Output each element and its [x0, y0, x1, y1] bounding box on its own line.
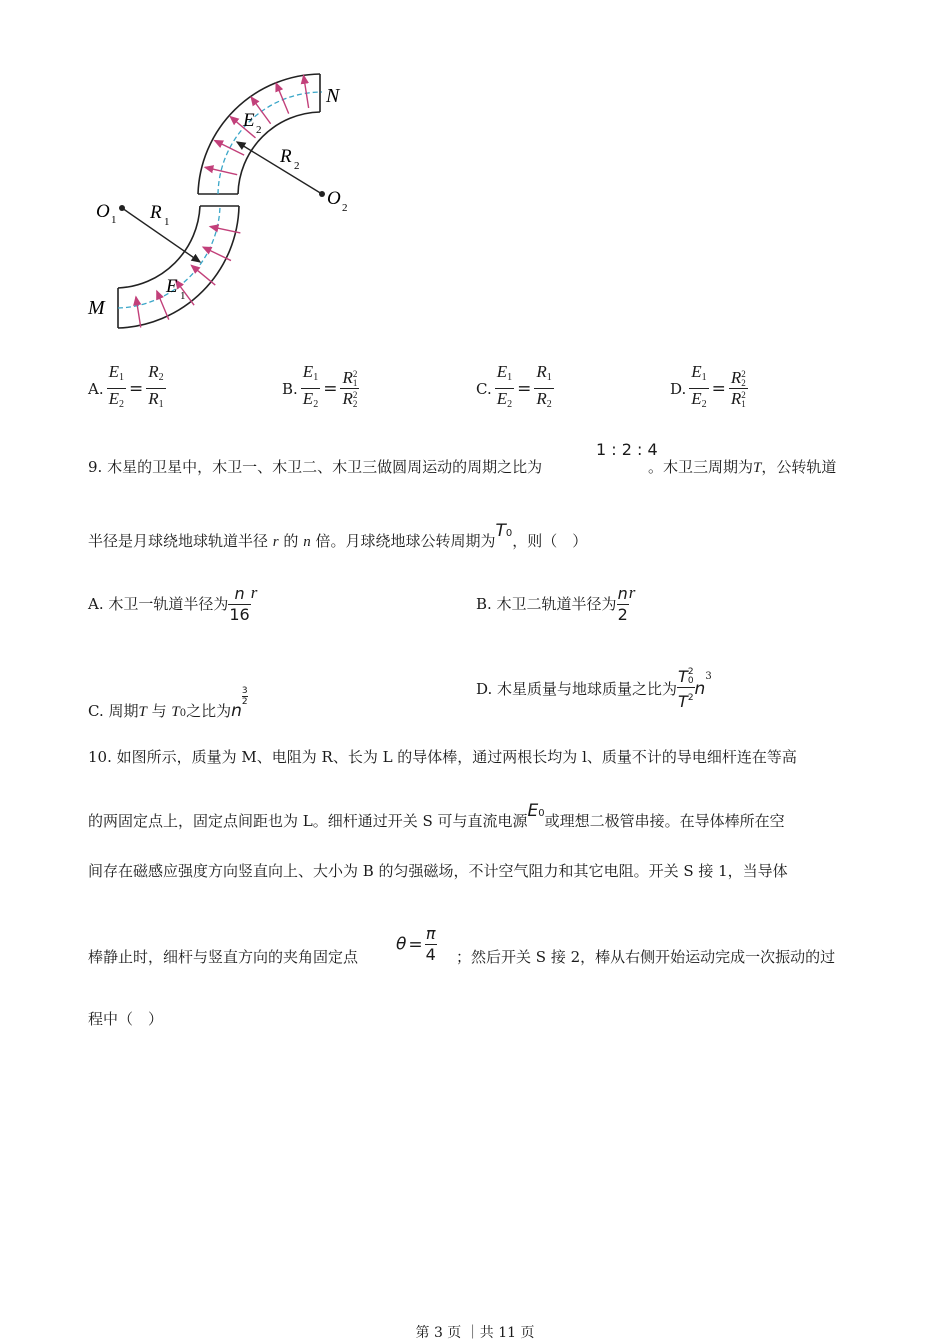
q10-line2 — [88, 801, 785, 835]
q9-option-b — [476, 582, 635, 625]
page-number: 第 3 页 ｜共 11 页 — [415, 1325, 535, 1341]
label-r2: R — [280, 146, 292, 167]
q9-opt-b-r: r — [628, 583, 636, 602]
q10-text-1: 10. 如图所示，质量为 M、电阻为 R、长为 L 的导体棒，通过两根长均为 l、质量不计的导电细杆连在等高 — [88, 748, 797, 766]
label-e1: E — [166, 276, 178, 297]
q9-opt-d-n-sup: 3 — [705, 671, 712, 682]
q9-opt-d-n: n — [694, 679, 706, 699]
q9-opt-d-text: D. 木星质量与地球质量之比为 — [476, 680, 678, 698]
q9-r: r — [272, 534, 279, 550]
field-arrow — [276, 83, 289, 113]
q10-line4 — [88, 946, 358, 968]
label-o2-sub: 2 — [342, 202, 348, 214]
q10-text-2b: 或理想二极管串接。在导体棒所在空 — [544, 812, 785, 830]
q10-E0: E0 — [527, 801, 545, 821]
q8-option-d: D. $\frac{E_1}{E_2}$ = R 2 2 R 2 1 — [670, 362, 746, 410]
label-e1-sub: 1 — [180, 290, 186, 302]
label-o2: O — [327, 188, 341, 209]
q9-T0: T0 — [495, 521, 513, 541]
q9-option-c — [88, 686, 248, 725]
q10-line3 — [88, 860, 788, 882]
label-r1-sub: 1 — [164, 216, 170, 228]
q9-text-a: 9. 木星的卫星中，木卫一、木卫二、木卫三做圆周运动的周期之比为 — [88, 458, 543, 476]
q9-text-b: 。木卫三周期为 — [648, 458, 754, 476]
label-e2: E — [243, 110, 255, 131]
q9-opt-a-r: r — [250, 583, 258, 602]
q9-opt-c-b: 与 — [151, 702, 167, 720]
q9-ratio-value: 1 : 2 : 4 — [596, 440, 658, 459]
q10-theta-formula — [396, 924, 437, 965]
q8-option-a: A. $\frac{E_1}{E_2}$ = $\frac{R_2}{R_1}$ — [88, 362, 164, 410]
q9-text-e: 的 — [283, 532, 299, 550]
field-arrow — [136, 297, 141, 328]
q9-text-g: ，则（ ） — [512, 532, 588, 550]
q10-line5 — [88, 1008, 163, 1030]
q9-opt-c-T0-sub: 0 — [179, 708, 187, 719]
q9-n: n — [303, 534, 311, 550]
q10-text-5: 程中（ ） — [88, 1010, 164, 1028]
field-arrow — [304, 75, 309, 108]
label-m: M — [88, 297, 105, 319]
q9-opt-c-T: T — [138, 704, 147, 720]
q10-text-4a: 棒静止时，细杆与竖直方向的夹角固定点 — [88, 948, 359, 966]
q9-opt-b-text: B. 木卫二轨道半径为 — [476, 595, 617, 613]
field-arrow — [191, 265, 215, 285]
q8-options — [88, 362, 868, 412]
q9-line1 — [88, 456, 542, 478]
q10-line1 — [88, 746, 797, 768]
q9-option-a — [88, 582, 257, 625]
q10-text-2a: 的两固定点上，固定点间距也为 L。细杆通过开关 S 可与直流电源 — [88, 812, 528, 830]
q10-pi-frac: $\frac{\pi}{4}$ — [425, 924, 436, 964]
q9-text-c: ，公转轨道 — [761, 458, 837, 476]
q9-opt-d-frac: T 2 0 $T^2$ — [678, 666, 694, 711]
figure-curved-channel — [80, 60, 380, 340]
q9-text-f: 倍。月球绕地球公转周期为 — [315, 532, 496, 550]
label-r2-sub: 2 — [294, 160, 300, 172]
q9-opt-c-exp: $\frac{3}{2}$ — [241, 686, 248, 707]
figure-svg — [80, 60, 380, 340]
lower-arc — [118, 206, 239, 328]
label-r1: R — [150, 202, 162, 223]
q10-eq: = — [408, 934, 423, 955]
q10-line4-end — [456, 946, 835, 968]
q9-line2 — [88, 521, 588, 555]
q9-opt-a-frac: $\frac{n}{16}$ — [229, 583, 250, 624]
q8-option-c: C. $\frac{E_1}{E_2}$ = $\frac{R_1}{R_2}$ — [476, 362, 552, 410]
q8-option-b: B. $\frac{E_1}{E_2}$ = R 2 1 R 2 2 — [282, 362, 358, 410]
q9-opt-c-c: 之比为 — [186, 702, 232, 720]
q9-opt-c-T0: T — [171, 704, 180, 720]
q10-text-4b: ；然后开关 S 接 2，棒从右侧开始运动完成一次振动的过 — [456, 948, 836, 966]
label-n: N — [326, 85, 340, 107]
label-e2-sub: 2 — [256, 124, 262, 136]
q9-opt-c-n: n — [231, 701, 242, 721]
q9-opt-c-a: C. 周期 — [88, 702, 139, 720]
q9-T: T — [753, 460, 762, 476]
q9-opt-b-frac: $\frac{n}{2}$ — [617, 583, 628, 624]
q10-theta: θ — [396, 934, 407, 955]
label-o1-sub: 1 — [111, 214, 117, 226]
q9-opt-a-text: A. 木卫一轨道半径为 — [88, 595, 229, 613]
label-o1: O — [96, 201, 110, 222]
field-arrow — [215, 140, 245, 155]
q9-text-d: 半径是月球绕地球轨道半径 — [88, 532, 269, 550]
q10-text-3: 间存在磁感应强度方向竖直向上、大小为 B 的匀强磁场，不计空气阻力和其它电阻。开关 S 接 1，当导体 — [88, 862, 788, 880]
page-footer — [0, 1322, 950, 1342]
q9-line1-end — [648, 456, 836, 479]
field-arrows-lower — [136, 227, 240, 328]
q9-option-d — [476, 666, 712, 712]
